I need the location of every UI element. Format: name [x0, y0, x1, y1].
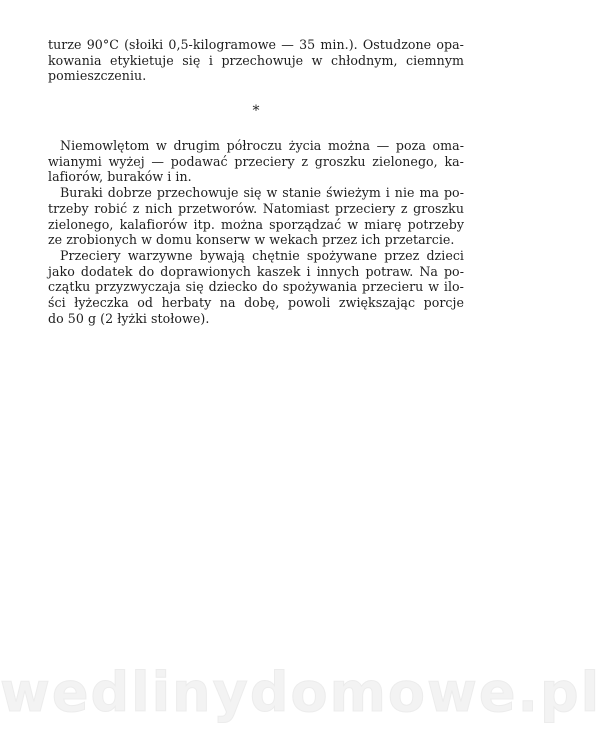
- text-line: trzeby robić z nich przetworów. Natomiast przeciery z groszku: [48, 200, 464, 216]
- text-line: wianymi wyżej — podawać przeciery z groszku zielonego, ka-: [48, 153, 464, 169]
- paragraph-2: [48, 138, 464, 185]
- text-line: kowania etykietuje się i przechowuje w chłodnym, ciemnym: [48, 52, 464, 68]
- text-line: do 50 g (2 łyżki stołowe).: [48, 310, 210, 326]
- text-line: ści łyżeczka od herbaty na dobę, powoli zwiększając porcje: [48, 294, 464, 310]
- text-line: turze 90°C (słoiki 0,5-kilogramowe — 35 min.). Ostudzone opa-: [48, 37, 464, 52]
- text-line: ze zrobionych w domu konserw w wekach przez ich przetarcie.: [48, 232, 455, 248]
- section-separator: *: [252, 103, 260, 120]
- text-line: lafiorów, buraków i in.: [48, 169, 192, 185]
- paragraph-3: [48, 185, 464, 248]
- text-line: pomieszczeniu.: [48, 68, 147, 84]
- text-line: Przeciery warzywne bywają chętnie spożywane przez dzieci: [60, 247, 464, 263]
- paragraph-4: [48, 248, 464, 326]
- text-line: Niemowlętom w drugim półroczu życia można — poza oma-: [60, 138, 464, 154]
- text-line: Buraki dobrze przechowuje się w stanie świeżym i nie ma po-: [60, 185, 464, 201]
- text-line: zielonego, kalafiorów itp. można sporządzać w miarę potrzeby: [48, 216, 464, 232]
- text-line: czątku przyzwyczaja się dziecko do spożywania przecieru w ilo-: [48, 279, 464, 295]
- watermark: wedlinydomowe.pl: [0, 661, 601, 724]
- page-text: [48, 37, 464, 326]
- paragraph-1: [48, 37, 464, 84]
- text-line: jako dodatek do doprawionych kaszek i innych potraw. Na po-: [48, 263, 464, 279]
